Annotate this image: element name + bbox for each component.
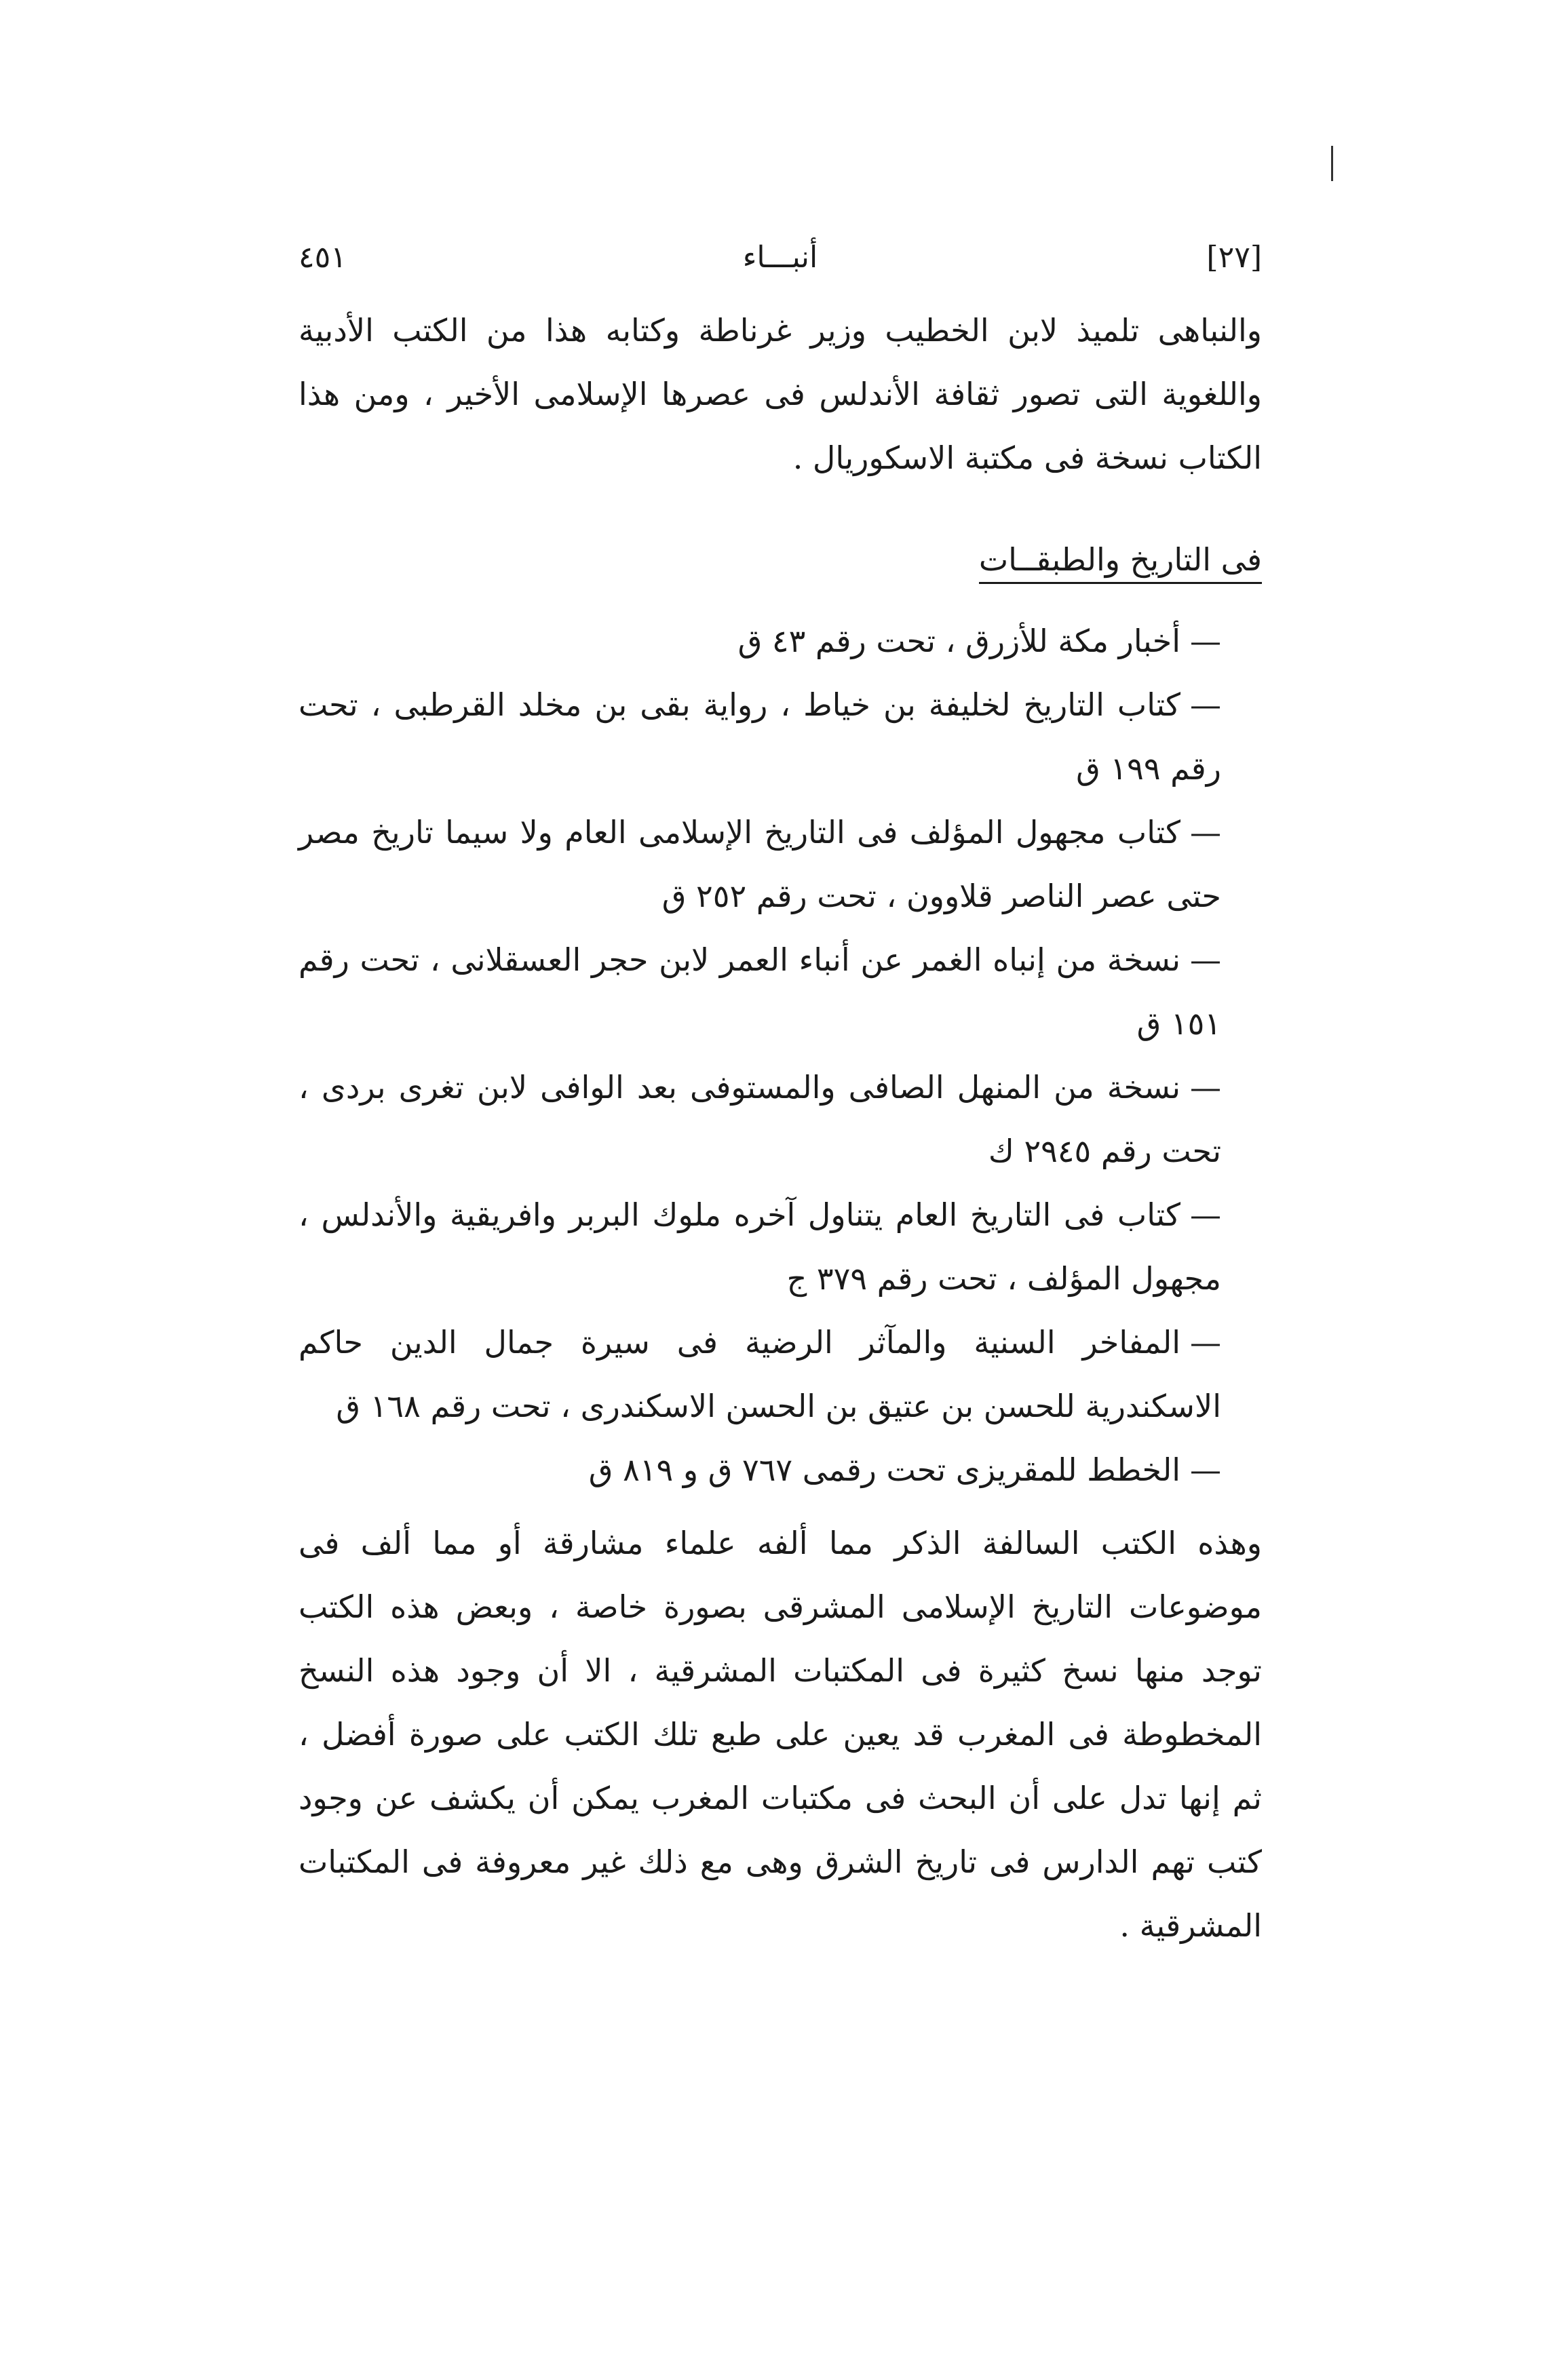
list-item-text: أخبار مكة للأزرق ، تحت رقم ٤٣ ق: [737, 623, 1180, 659]
running-title: أنبـــاء: [742, 240, 818, 275]
list-item: [299, 1055, 1262, 1183]
list-item-text: نسخة من إنباه الغمر عن أنباء العمر لابن حجر العسقلانى ، تحت رقم ١٥١ ق: [299, 941, 1221, 1042]
margin-mark: [1331, 146, 1333, 181]
section-number: [٢٧]: [1206, 240, 1262, 275]
list-item-text: نسخة من المنهل الصافى والمستوفى بعد الوافى لابن تغرى بردى ، تحت رقم ٢٩٤٥ ك: [299, 1069, 1221, 1169]
dash-marker: —: [1190, 1451, 1221, 1488]
list-item: [299, 609, 1262, 673]
list-item-text: الخطط للمقريزى تحت رقمى ٧٦٧ ق و ٨١٩ ق: [588, 1451, 1180, 1488]
list-item: [299, 1183, 1262, 1310]
dash-marker: —: [1190, 1069, 1221, 1106]
dash-marker: —: [1190, 1324, 1221, 1361]
section-heading: [299, 528, 1262, 591]
dash-marker: —: [1190, 686, 1221, 723]
dash-marker: —: [1190, 814, 1221, 851]
dash-marker: —: [1190, 1196, 1221, 1233]
closing-paragraph: وهذه الكتب السالفة الذكر مما ألفه علماء مشارقة أو مما ألف فى موضوعات التاريخ الإسلامى المشرقى بصورة خاصة ، وبعض هذه الكتب توجد منها نسخ كثيرة فى المكتبات المشرقية ، الا أن وجود هذه النسخ المخطوطة فى المغرب قد يعين على طبع تلك الكتب على صورة أفضل ، ثم إنها تدل على أن البحث فى مكتبات المغرب يمكن أن يكشف عن وجود كتب تهم الدارس فى تاريخ الشرق وهى مع ذلك غير معروفة فى المكتبات المشرقية .: [299, 1525, 1262, 1944]
list-item: [299, 928, 1262, 1055]
list-item-text: كتاب التاريخ لخليفة بن خياط ، رواية بقى بن مخلد القرطبى ، تحت رقم ١٩٩ ق: [299, 686, 1221, 787]
page-body: [299, 298, 1262, 1957]
list-item: [299, 673, 1262, 800]
intro-paragraph: والنباهى تلميذ لابن الخطيب وزير غرناطة وكتابه هذا من الكتب الأدبية واللغوية التى تصور ثقافة الأندلس فى عصرها الإسلامى الأخير ، ومن هذا الكتاب نسخة فى مكتبة الاسكوريال .: [299, 312, 1262, 476]
list-item-text: كتاب مجهول المؤلف فى التاريخ الإسلامى العام ولا سيما تاريخ مصر حتى عصر الناصر قلاوون ، تحت رقم ٢٥٢ ق: [299, 814, 1221, 914]
page-header: [299, 231, 1262, 285]
list-item-text: كتاب فى التاريخ العام يتناول آخره ملوك البربر وافريقية والأندلس ، مجهول المؤلف ، تحت رقم ٣٧٩ ج: [299, 1196, 1221, 1297]
dash-marker: —: [1190, 941, 1221, 978]
page-number: ٤٥١: [299, 240, 347, 275]
manuscript-list: [299, 609, 1262, 1502]
section-heading-text: فى التاريخ والطبقــات: [979, 541, 1262, 584]
list-item: [299, 1438, 1262, 1502]
dash-marker: —: [1190, 623, 1221, 659]
list-item-text: المفاخر السنية والمآثر الرضية فى سيرة جمال الدين حاكم الاسكندرية للحسن بن عتيق بن الحسن الاسكندرى ، تحت رقم ١٦٨ ق: [299, 1324, 1221, 1424]
list-item: [299, 1310, 1262, 1438]
list-item: [299, 800, 1262, 928]
